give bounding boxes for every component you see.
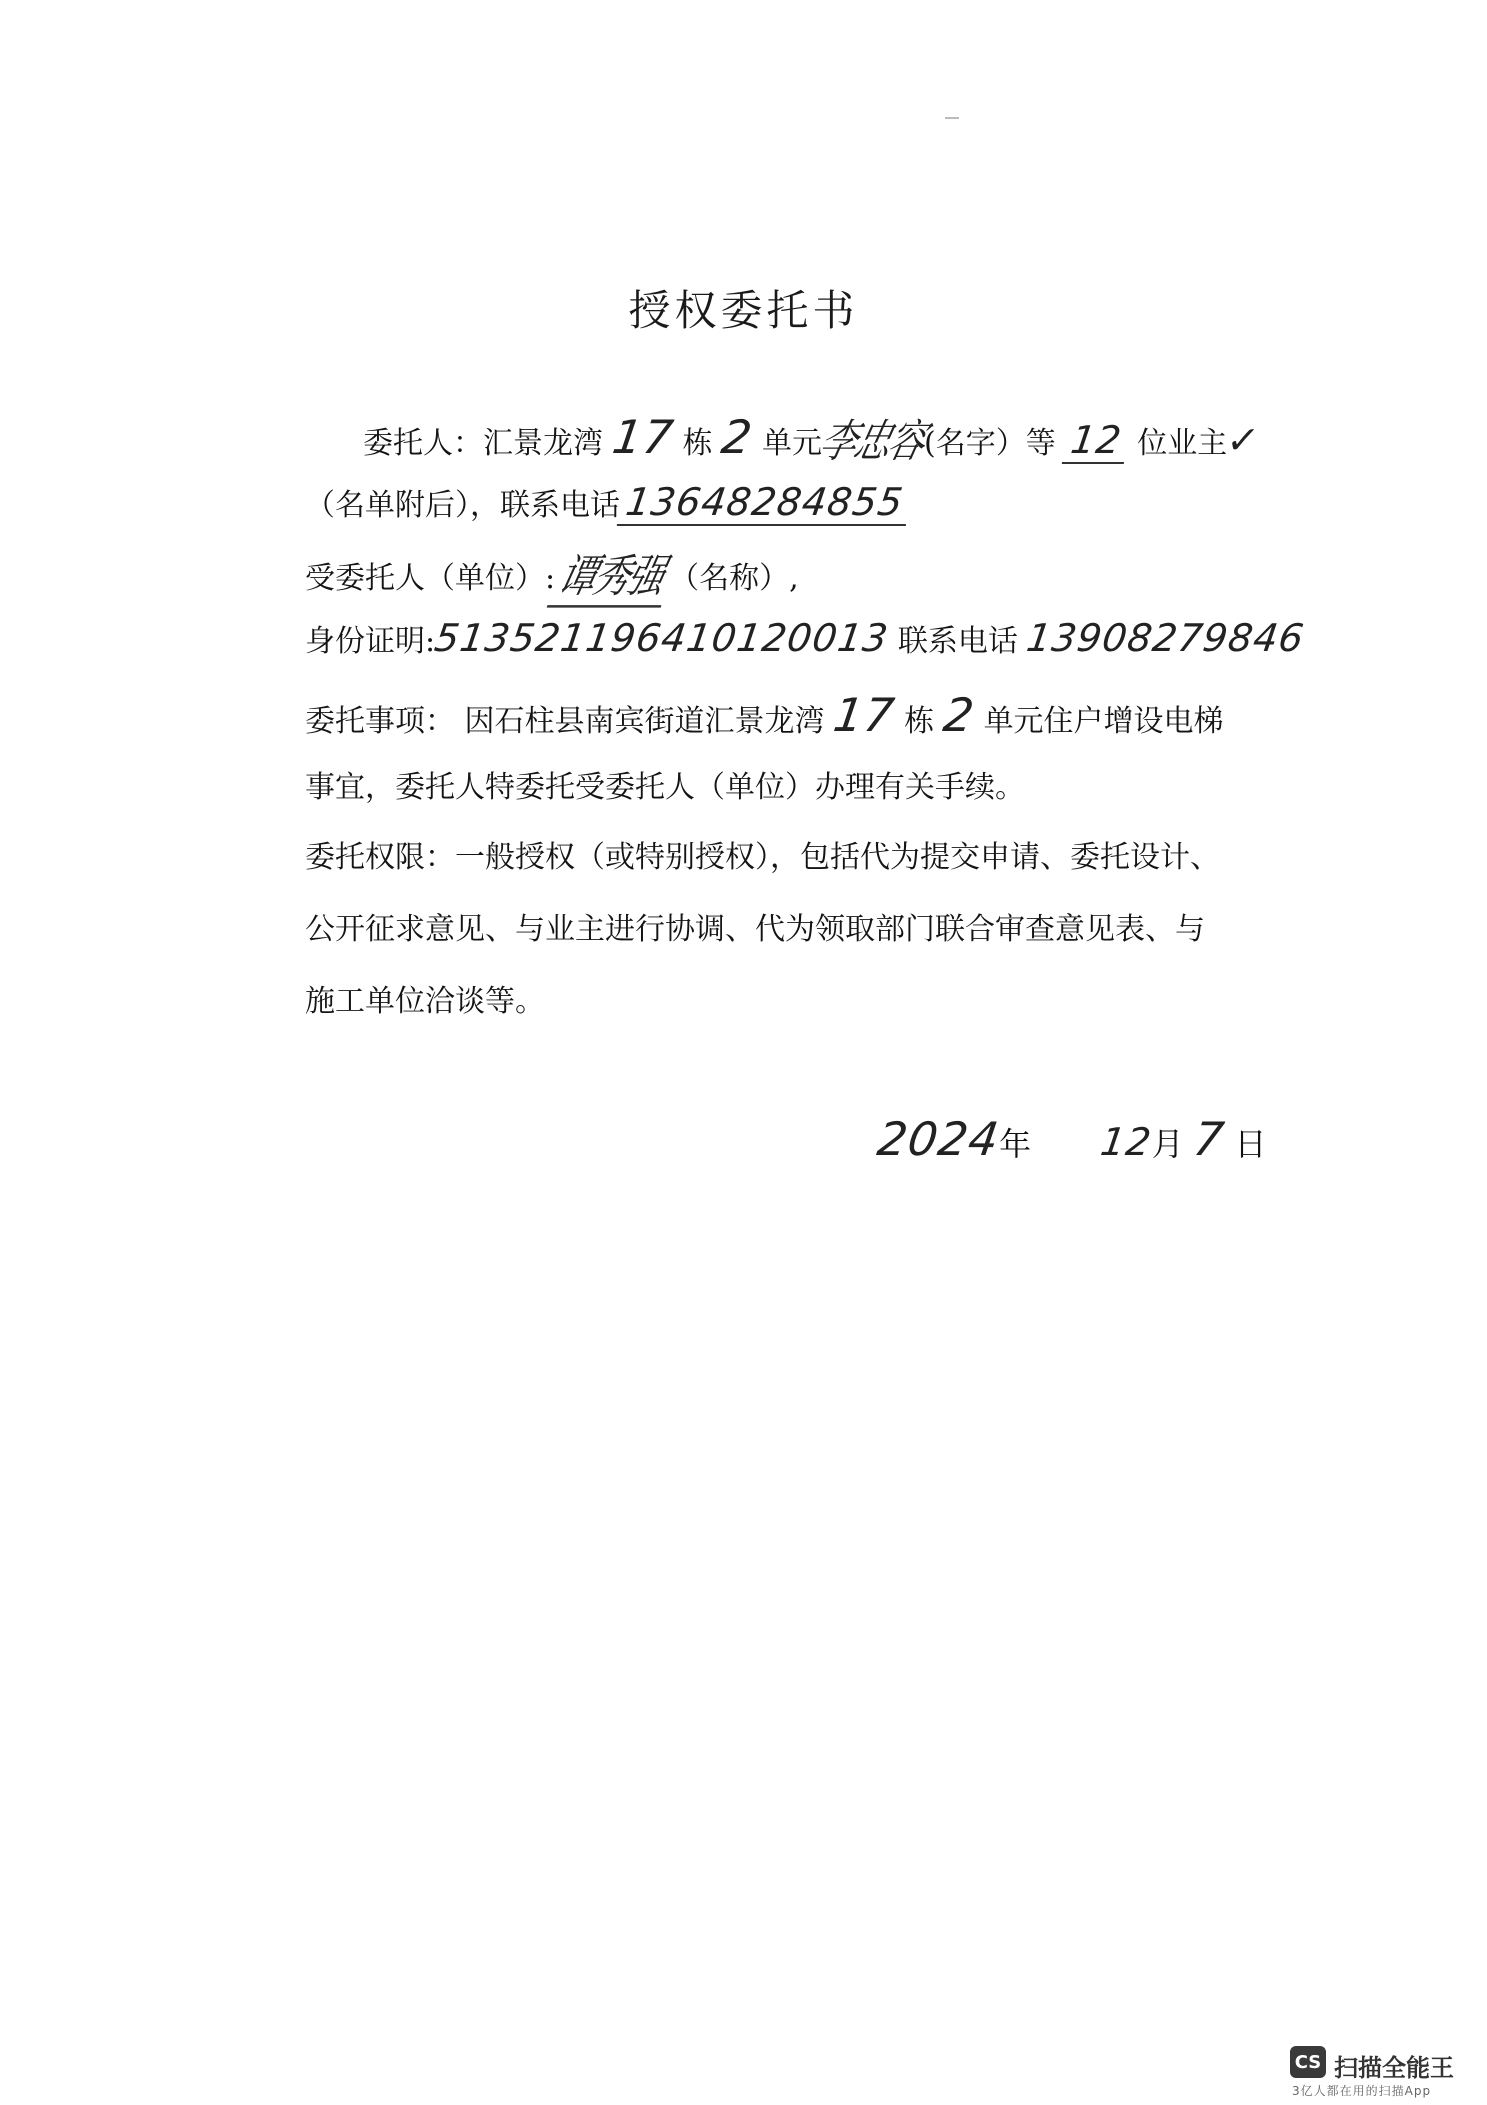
line-principal: 委托人：汇景龙湾 17 栋 2 单元李忠容(名字）等 12 位业主✓	[363, 410, 1260, 464]
scan-mark	[945, 117, 959, 119]
principal-signature: 李忠容	[814, 416, 930, 468]
line-agent: 受委托人（单位）:谭秀强（名称）,	[305, 548, 799, 601]
date-line: 2024年 12月 7 日	[874, 1112, 1267, 1166]
date-month: 12	[1098, 1120, 1155, 1164]
camscanner-logo-icon: CS	[1290, 2046, 1326, 2078]
camscanner-watermark	[1290, 2046, 1470, 2096]
matter-unit: 2	[939, 688, 978, 742]
line-phone: （名单附后），联系电话13648284855	[305, 480, 909, 526]
unit-number: 2	[718, 410, 757, 464]
document-title: 授权委托书	[628, 286, 859, 335]
agent-signature: 谭秀强	[547, 541, 678, 607]
watermark-name: 扫描全能王	[1334, 2054, 1454, 2082]
matter-building: 17	[830, 688, 899, 742]
line-matter: 委托事项： 因石柱县南宾街道汇景龙湾 17 栋 2 单元住户增设电梯	[305, 688, 1224, 742]
agent-id-number: 513521196410120013	[432, 616, 892, 660]
line-authority: 委托权限：一般授权（或特别授权），包括代为提交申请、委托设计、	[305, 840, 1220, 875]
date-day: 7	[1190, 1112, 1229, 1166]
agent-phone: 13908279846	[1024, 616, 1308, 660]
building-number: 17	[608, 410, 677, 464]
principal-phone: 13648284855	[617, 480, 912, 526]
line-matter-2: 事宜，委托人特委托受委托人（单位）办理有关手续。	[305, 770, 1025, 805]
line-authority-2: 公开征求意见、与业主进行协调、代为领取部门联合审查意见表、与	[305, 912, 1205, 947]
check-mark: ✓	[1224, 418, 1264, 462]
owner-count: 12	[1062, 418, 1131, 464]
date-year: 2024	[874, 1112, 1003, 1166]
line-id: 身份证明:513521196410120013 联系电话 13908279846	[305, 616, 1308, 660]
line-authority-3: 施工单位洽谈等。	[305, 984, 545, 1019]
watermark-subtitle: 3亿人都在用的扫描App	[1292, 2084, 1432, 2098]
